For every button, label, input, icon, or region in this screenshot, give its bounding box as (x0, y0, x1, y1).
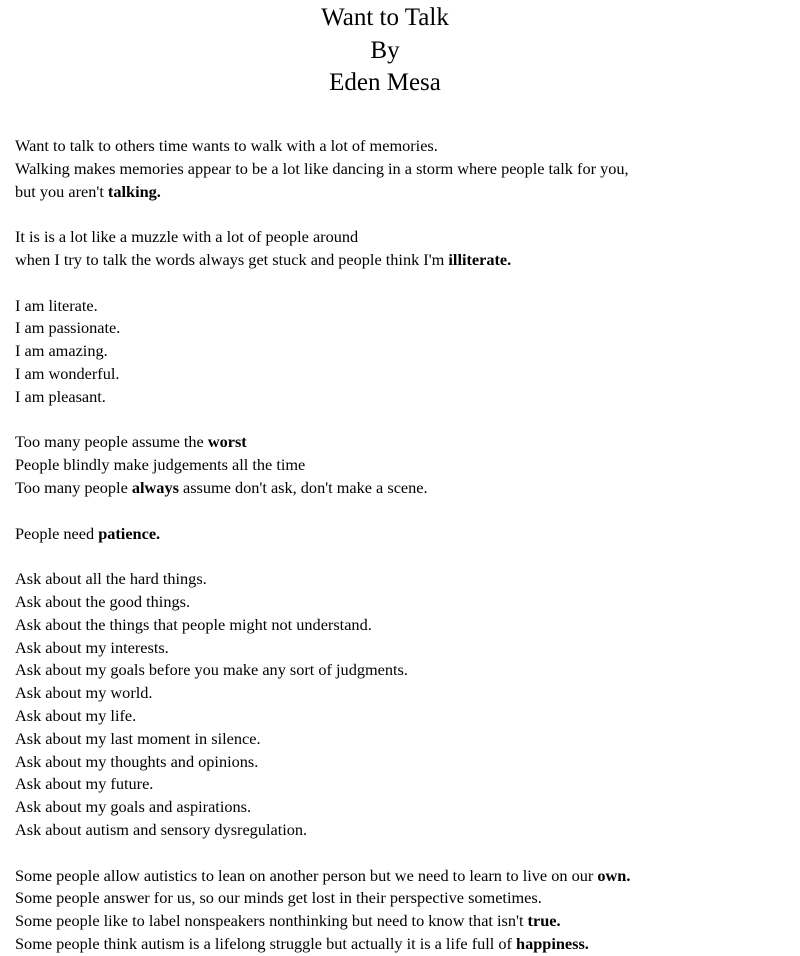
line-text: Walking makes memories appear to be a lot like dancing in a storm where people talk for you, (15, 158, 629, 178)
line-text: Want to talk to others time wants to walk with a lot of memories. (15, 136, 438, 155)
emphasized-word: happiness. (516, 933, 589, 953)
stanza-break (15, 272, 785, 295)
emphasized-word: always (131, 477, 179, 497)
poem-line (15, 773, 785, 796)
line-text: Ask about my future. (15, 774, 154, 794)
stanza-break (15, 842, 785, 865)
poem-line (15, 751, 785, 774)
poem-line (15, 158, 785, 181)
poem-line (15, 819, 785, 842)
stanza-break (15, 203, 785, 226)
poem-line (15, 454, 785, 477)
byline-by: By (370, 36, 400, 64)
poem-line (15, 682, 785, 705)
line-text: It is is a lot like a muzzle with a lot of people around (15, 227, 359, 247)
poem-line (15, 637, 785, 660)
title-block (0, 2, 770, 100)
poem-line (15, 295, 785, 318)
line-text: I am wonderful. (15, 363, 120, 383)
poem-line (15, 317, 785, 340)
line-text: Some people answer for us, so our minds get lost in their perspective sometimes. (15, 888, 542, 908)
line-text: Ask about autism and sensory dysregulation. (15, 819, 308, 839)
line-text: I am amazing. (15, 341, 108, 361)
line-text: Ask about my life. (15, 705, 137, 725)
poem-line (15, 659, 785, 682)
poem-body (15, 135, 785, 956)
line-text: I am pleasant. (15, 386, 106, 406)
emphasized-word: own. (597, 865, 631, 885)
poem-line (15, 865, 785, 888)
emphasized-word: illiterate. (448, 249, 512, 269)
poem-line (15, 431, 785, 454)
emphasized-word: talking. (107, 181, 161, 201)
poem-line (15, 226, 785, 249)
line-text: Ask about the good things. (15, 591, 191, 611)
line-text: Ask about my thoughts and opinions. (15, 751, 259, 771)
poem-line (15, 910, 785, 933)
line-text: I am passionate. (15, 318, 121, 338)
line-text: when I try to talk the words always get stuck and people think I'm (15, 249, 449, 269)
poem-line (15, 386, 785, 409)
line-text: but you aren't (15, 181, 108, 201)
author-name: Eden Mesa (329, 69, 441, 96)
emphasized-word: patience. (98, 523, 161, 543)
emphasized-word: true. (527, 911, 561, 931)
poem-title: Want to Talk (321, 4, 449, 31)
poem-line (15, 887, 785, 910)
poem-line (15, 705, 785, 728)
line-text: Ask about my goals before you make any sort of judgments. (15, 660, 408, 680)
poem-line (15, 135, 785, 158)
line-text: I am literate. (15, 295, 98, 315)
line-text: Too many people assume the (15, 432, 208, 452)
line-text: Ask about my world. (15, 683, 153, 703)
line-text: Some people allow autistics to lean on another person but we need to learn to live on our (15, 865, 598, 885)
poem-line (15, 568, 785, 591)
poem-line (15, 477, 785, 500)
poem-line (15, 181, 785, 204)
poem-line (15, 796, 785, 819)
line-text: Ask about the things that people might not understand. (15, 614, 372, 634)
poem-line (15, 614, 785, 637)
poem-line (15, 340, 785, 363)
stanza-break (15, 545, 785, 568)
line-text: Ask about my last moment in silence. (15, 728, 261, 748)
line-text: People blindly make judgements all the time (15, 455, 306, 475)
poem-line (15, 363, 785, 386)
line-text: People need (15, 523, 99, 543)
line-text: Ask about all the hard things. (15, 569, 207, 589)
line-text: Some people like to label nonspeakers nonthinking but need to know that isn't (15, 911, 528, 931)
line-text: Ask about my goals and aspirations. (15, 797, 252, 817)
poem-line (15, 523, 785, 546)
poem-line (15, 249, 785, 272)
line-text: Some people think autism is a lifelong struggle but actually it is a life full of (15, 933, 517, 953)
poem-line (15, 933, 785, 956)
poem-line (15, 728, 785, 751)
emphasized-word: worst (207, 432, 247, 452)
stanza-break (15, 500, 785, 523)
stanza-break (15, 409, 785, 432)
poem-line (15, 591, 785, 614)
line-text-after: assume don't ask, don't make a scene. (178, 477, 428, 497)
line-text: Too many people (15, 477, 132, 497)
line-text: Ask about my interests. (15, 637, 169, 657)
